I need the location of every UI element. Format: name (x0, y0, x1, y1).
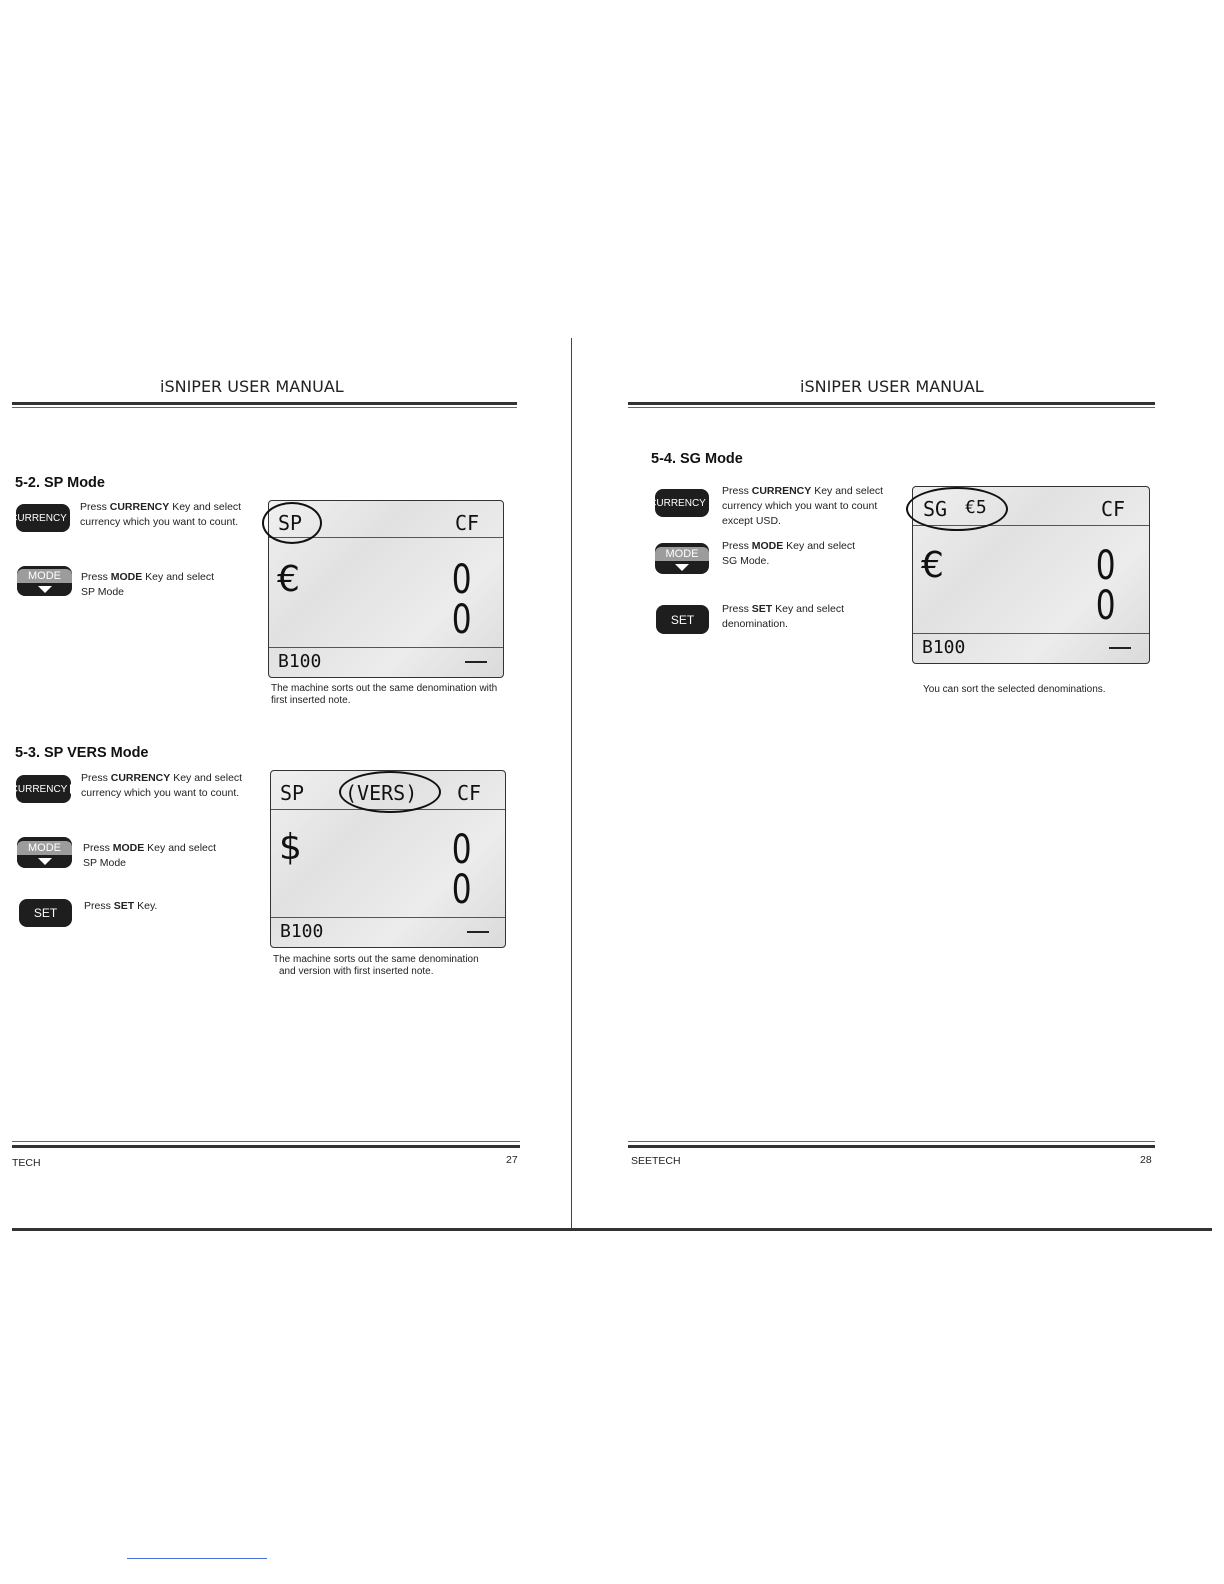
lcd-cf-text: CF (1101, 497, 1126, 521)
lcd-denom-text: €5 (965, 497, 987, 518)
currency-key-icon (649, 489, 709, 517)
vers-step-set: Press SET Key. (84, 900, 158, 912)
lcd-vers-text: (VERS) (345, 781, 418, 805)
right-header-rule-thin (628, 407, 1155, 408)
lcd-mode-text: SP (280, 781, 305, 805)
lcd-batch-text: B100 (278, 651, 322, 672)
lcd-batch-text: B100 (922, 637, 966, 658)
right-page-header: iSNIPER USER MANUAL (800, 377, 984, 396)
mode-key-icon (655, 543, 709, 574)
left-footer-rule-thin (12, 1141, 520, 1142)
right-footer-brand: SEETECH (631, 1155, 681, 1167)
set-key-icon (19, 899, 72, 927)
mode-key-icon (17, 566, 72, 596)
lcd-mode-text: SP (278, 511, 303, 535)
left-header-rule-thin (12, 407, 517, 408)
lcd-batch-text: B100 (280, 921, 324, 942)
mode-key-label: MODE (17, 841, 72, 855)
lcd-cf-text: CF (455, 511, 480, 535)
vers-step-mode: Press MODE Key and select SP Mode (83, 842, 217, 869)
sp-vers-title: 5-3. SP VERS Mode (15, 745, 149, 761)
scan-bottom-edge (12, 1228, 1212, 1231)
lcd-count-bottom: 0 (451, 597, 472, 643)
vers-highlight-oval (339, 771, 441, 813)
sp-caption: The machine sorts out the same denomination with first inserted note. (271, 683, 498, 706)
sg-step-mode: Press MODE Key and select SG Mode. (722, 540, 856, 567)
sp-highlight-oval (262, 502, 322, 544)
vers-step-currency: Press CURRENCY Key and select currency which you want to count. (81, 772, 243, 799)
left-page-header: iSNIPER USER MANUAL (160, 377, 344, 396)
sg-mode-title: 5-4. SG Mode (651, 451, 743, 467)
set-key-icon (656, 605, 709, 634)
left-footer-rule (12, 1145, 520, 1148)
lcd-currency-symbol: $ (279, 827, 302, 868)
right-page-number: 28 (1140, 1154, 1152, 1166)
sp-step-currency: Press CURRENCY Key and select currency which you want to count. (80, 501, 242, 528)
lcd-count-top: 0 (1095, 543, 1116, 589)
currency-key-label: CURRENCY (10, 783, 68, 795)
right-header-rule (628, 402, 1155, 405)
sg-highlight-oval (906, 487, 1008, 531)
mode-key-icon (17, 837, 72, 868)
mode-key-label: MODE (655, 547, 709, 561)
currency-key-label: CURRENCY (10, 512, 67, 524)
sp-mode-title: 5-2. SP Mode (15, 475, 105, 491)
lcd-count-bottom: 0 (1095, 583, 1116, 629)
vers-caption-line1: The machine sorts out the same denomination (273, 954, 479, 965)
sp-step-mode: Press MODE Key and select SP Mode (81, 571, 215, 598)
left-footer-brand: TECH (12, 1157, 41, 1169)
lcd-count-bottom: 0 (451, 867, 472, 913)
left-header-rule (12, 402, 517, 405)
set-key-label: SET (33, 906, 58, 920)
sg-step-currency: Press CURRENCY Key and select currency which you want to count except USD. (722, 485, 884, 527)
vers-caption-line2: and version with first inserted note. (279, 966, 434, 977)
lcd-currency-symbol: € (921, 545, 944, 586)
sg-caption: You can sort the selected denominations. (923, 684, 1106, 695)
currency-key-icon (10, 504, 70, 532)
lcd-currency-symbol: € (277, 559, 300, 600)
page-spine (571, 338, 572, 1228)
lcd-cf-text: CF (457, 781, 482, 805)
lcd-count-top: 0 (451, 557, 472, 603)
mode-key-label: MODE (17, 569, 72, 583)
sg-step-set: Press SET Key and select denomination. (722, 603, 844, 630)
currency-key-icon (10, 775, 71, 803)
lcd-count-top: 0 (451, 827, 472, 873)
blue-link-underline (127, 1558, 267, 1559)
right-footer-rule (628, 1145, 1155, 1148)
lcd-mode-text: SG (923, 497, 948, 521)
right-footer-rule-thin (628, 1141, 1155, 1142)
left-page-number: 27 (506, 1154, 518, 1166)
set-key-label: SET (670, 612, 695, 627)
currency-key-label: CURRENCY (649, 497, 706, 509)
